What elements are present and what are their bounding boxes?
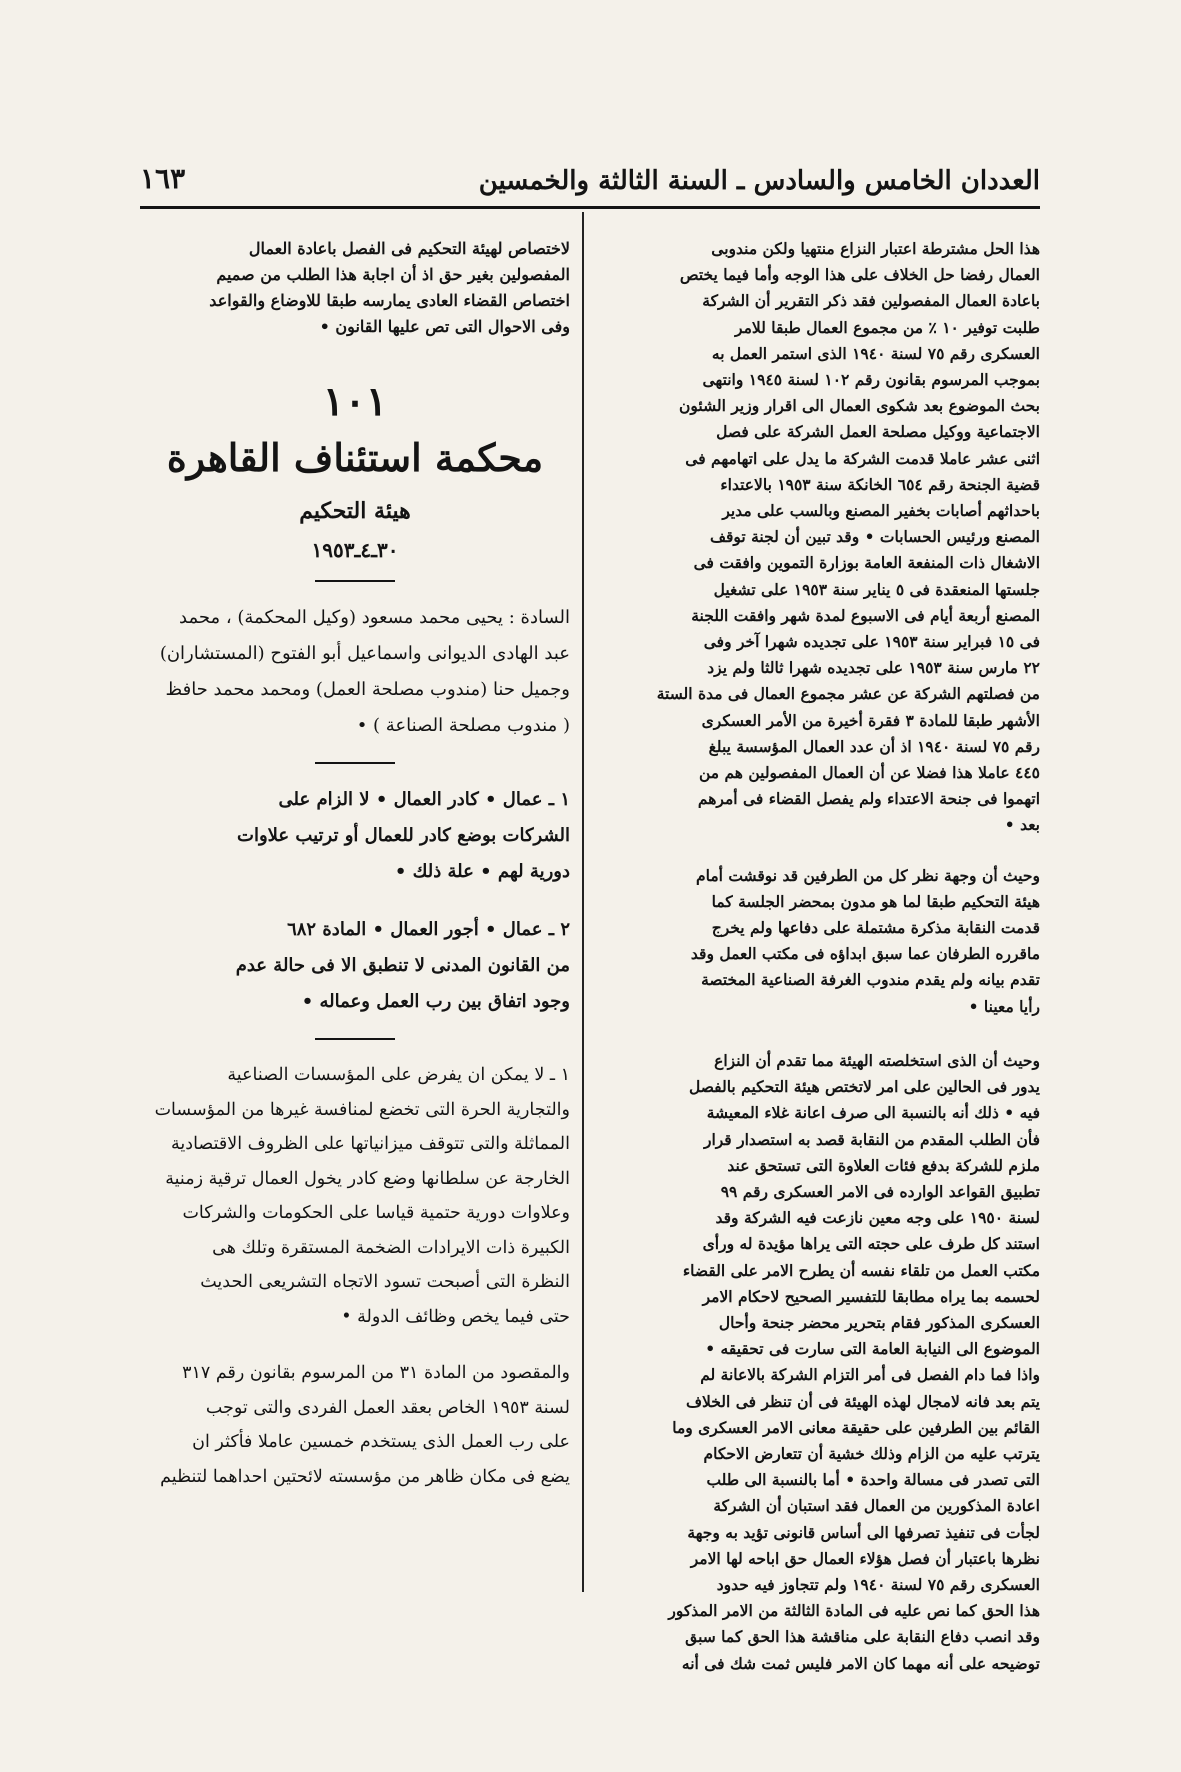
case-number: ١٠١ [322,378,388,425]
page-number: ١٦٣ [140,162,186,195]
panel-name: هيئة التحكيم [299,498,411,524]
body-paragraph: وحيث أن وجهة نظر كل من الطرفين قد نوقشت أمام هيئة التحكيم طبقا لما هو مدون بمحضر الجلسة كما قدمت النقابة مذكرة مشتملة على دفاعها ولم يخرج ماقرره الطرفان عما سبق ابداؤه فى مكتب العمل وقد تقدم بيانه ولم يقدم مندوب الغرفة الصناعية المختصة رأيا معينا • [690,865,1040,1016]
court-name: محكمة استئناف القاهرة [166,435,544,480]
page-header [140,160,1040,204]
continuation-paragraph: لاختصاص لهيئة التحكيم فى الفصل باعادة العمال المفصولين بغير حق اذ أن اجابة هذا الطلب من صميم اختصاص القضاء العادى يمارسه طبقا للاوضاع والقواعد وفى الاحوال التى تص عليها القانون • [209,239,570,336]
section-divider [315,762,395,764]
judges-list: السادة : يحيى محمد مسعود (وكيل المحكمة) ، محمد عبد الهادى الديوانى واسماعيل أبو الفتوح (المستشاران) وجميل حنا (مندوب مصلحة العمل) ومحمد محمد حافظ ( مندوب مصلحة الصناعة ) • [159,607,570,736]
section-divider [315,1038,395,1040]
summary-item: ٢ ـ عمال • أجور العمال • المادة ٦٨٢ من القانون المدنى لا تنطبق الا فى حالة عدم وجود اتفاق بين رب العمل وعماله • [235,919,570,1012]
section-divider [315,580,395,582]
header-rule [140,206,1040,209]
decision-date: ٣٠ـ٤ـ١٩٥٣ [311,538,399,562]
right-column [598,236,1040,1673]
principle-paragraph: والمقصود من المادة ٣١ من المرسوم بقانون رقم ٣١٧ لسنة ١٩٥٣ الخاص بعقد العمل الفردى والتى توجب على رب العمل الذى يستخدم خمسين عاملا فأكثر ان يضع فى مكان ظاهر من مؤسسته لائحتين احداهما لتنظيم [160,1363,570,1487]
body-paragraph: هذا الحل مشترطة اعتبار النزاع منتهيا ولكن مندوبى العمال رفضا حل الخلاف على هذا الوجه وأما فيما يختص باعادة العمال المفصولين فقد ذكر التقرير أن الشركة طلبت توفير ١٠ ٪ من مجموع العمال طبقا للامر العسكرى رقم ٧٥ لسنة ١٩٤٠ الذى استمر العمل به بموجب المرسوم بقانون رقم ١٠٢ لسنة ١٩٤٥ وانتهى بحث الموضوع بعد شكوى العمال الى اقرار وزير الشئون الاجتماعية ووكيل مصلحة العمل الشركة على فصل اثنى عشر عاملا قدمت الشركة ما يدل على اتهامهم فى قضية الجنحة رقم ٦٥٤ الخانكة سنة ١٩٥٣ بالاعتداء باحداثهم أصابات بخفير المصنع وبالسب على مدير المصنع ورئيس الحسابات • وقد تبين أن لجنة توقف الاشغال ذات المنفعة العامة بوزارة التموين وافقت فى جلستها المنعقدة فى ٥ يناير سنة ١٩٥٣ على تشغيل المصنع أربعة أيام فى الاسبوع لمدة شهر وافقت اللجنة فى ١٥ فبراير سنة ١٩٥٣ على تجديده شهرا آخر وفى ٢٢ مارس سنة ١٩٥٣ على تجديده شهرا ثالثا ولم يزد من فصلتهم الشركة عن عشر مجموع العمال فى مدة الستة الأشهر طبقا للمادة ٣ فقرة أخيرة من الأمر العسكرى رقم ٧٥ لسنة ١٩٤٠ اذ أن عدد العمال المؤسسة يبلغ ٤٤٥ عاملا هذا فضلا عن أن العمال المفصولين هم من اتهموا فى جنحة الاعتداء ولم يفصل القضاء فى أمرهم بعد • [656,239,1040,835]
left-column [140,236,570,1606]
running-title: العددان الخامس والسادس ـ السنة الثالثة والخمسين [478,166,1040,196]
body-paragraph: وحيث أن الذى استخلصته الهيئة مما تقدم أن النزاع يدور فى الحالين على امر لاتختص هيئة التحكيم بالفصل فيه • ذلك أنه بالنسبة الى صرف اعانة غلاء المعيشة فأن الطلب المقدم من النقابة قصد به استصدار قرار ملزم للشركة بدفع فئات العلاوة التى تستحق عند تطبيق القواعد الوارده فى الامر العسكرى رقم ٩٩ لسنة ١٩٥٠ على وجه معين نازعت فيه الشركة وقد استند كل طرف على حجته التى يراها مؤيدة له ورأى مكتب العمل من تلقاء نفسه أن يطرح الامر على القضاء لحسمه بما يراه مطابقا للتفسير الصحيح لاحكام الامر العسكرى المذكور فقام بتحرير محضر جنحة وأحال الموضوع الى النيابة العامة التى سارت فى تحقيقه • واذا فما دام الفصل فى أمر التزام الشركة بالاعانة لم يتم بعد فانه لامجال لهذه الهيئة فى أن تنظر فى الخلاف القائم بين الطرفين على حقيقة معانى الامر العسكرى وما يترتب عليه من الزام وذلك خشية أن تتعارض الاحكام التى تصدر فى مسالة واحدة • أما بالنسبة الى طلب اعادة المذكورين من العمال فقد استبان أن الشركة لجأت فى تنفيذ تصرفها الى أساس قانونى تؤيد به وجهة نظرها باعتبار أن فصل هؤلاء العمال حق اباحه لها الامر العسكرى رقم ٧٥ لسنة ١٩٤٠ ولم تتجاوز فيه حدود هذا الحق كما نص عليه فى المادة الثالثة من الامر المذكور وقد انصب دفاع النقابة على مناقشة هذا الحق كما سبق توضيحه على أنه مهما كان الامر فليس ثمت شك فى أنه [668,1050,1040,1673]
summary-item: ١ ـ عمال • كادر العمال • لا الزام على الشركات بوضع كادر للعمال أو ترتيب علاوات دورية لهم • علة ذلك • [237,789,570,882]
principle-paragraph: ١ ـ لا يمكن ان يفرض على المؤسسات الصناعية والتجارية الحرة التى تخضع لمنافسة غيرها من المؤسسات المماثلة والتى تتوقف ميزانياتها على الظروف الاقتصادية الخارجة عن سلطانها وضع كادر يخول العمال ترقية زمنية وعلاوات دورية حتمية قياسا على الحكومات والشركات الكبيرة ذات الايرادات الضخمة المستقرة وتلك هى النظرة التى أصبحت تسود الاتجاه التشريعى الحديث حتى فيما يخص وظائف الدولة • [154,1065,570,1327]
column-divider [582,212,584,1592]
